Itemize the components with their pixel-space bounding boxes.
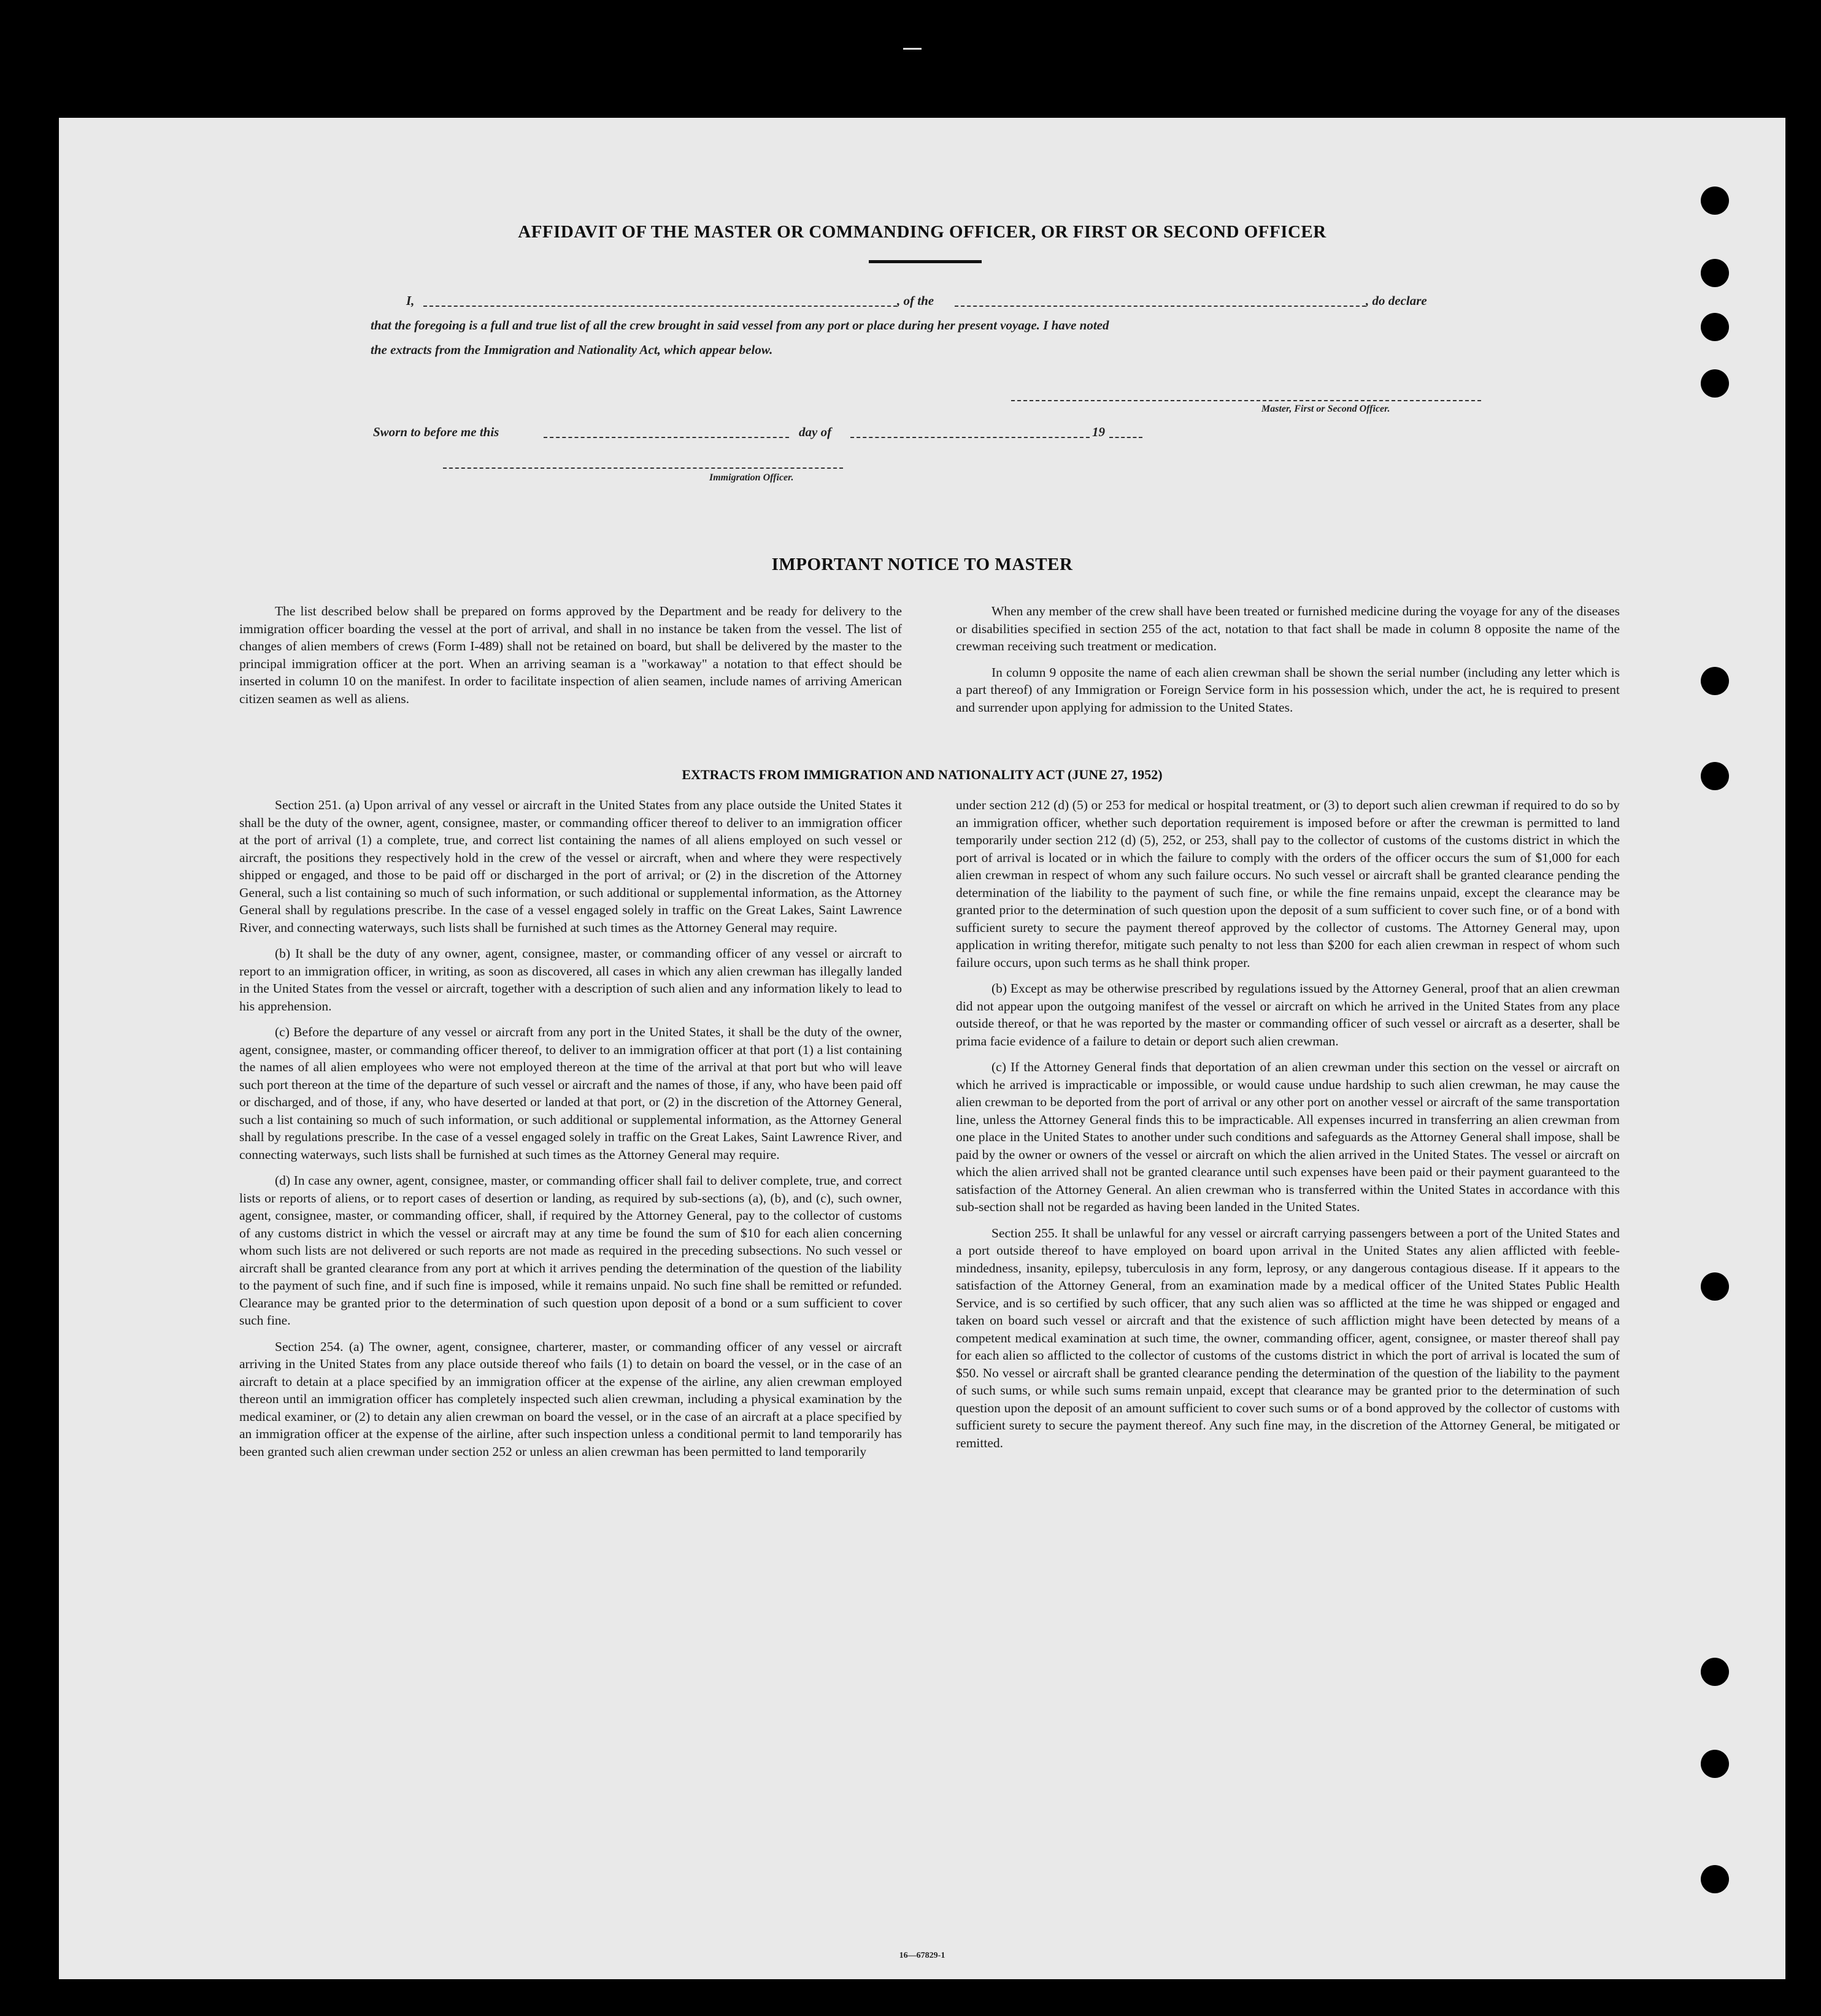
document-page: [59, 118, 1785, 1979]
binder-hole: [1701, 313, 1729, 341]
officer-signature-line: [443, 467, 843, 469]
notice-left-column: [239, 602, 902, 716]
notice-title: IMPORTANT NOTICE TO MASTER: [771, 555, 1073, 574]
extracts-left-column: [239, 796, 902, 1469]
master-signature-line: [1011, 400, 1481, 401]
affidavit-of-the: , of the: [897, 293, 934, 308]
master-signature-label: Master, First or Second Officer.: [1261, 404, 1390, 414]
notice-right-column: [956, 602, 1620, 725]
extracts-title: EXTRACTS FROM IMMIGRATION AND NATIONALITY ACT (JUNE 27, 1952): [682, 767, 1163, 782]
officer-signature-label: Immigration Officer.: [709, 472, 794, 483]
month-blank: [850, 437, 1090, 438]
statute-paragraph: Section 254. (a) The owner, agent, consignee, charterer, master, or commanding officer of any vessel or aircraft arriving in the United States from any place outside thereof who fails (1) to detain on board the vessel, or in the case of an aircraft to detain at a place specified by an immigration officer at the expense of the airline, any alien crewman employed thereon until an immigration officer has completely inspected such alien crewman, including a physical examination by the medical examiner, or (2) to detain any alien crewman on board the vessel, or in the case of an aircraft at a place specified by an immigration officer at the expense of the airline, after such inspection unless a conditional permit to land temporarily has been granted such alien crewman under section 252 or unless an alien crewman has been permitted to land temporarily: [239, 1339, 902, 1459]
notice-paragraph: The list described below shall be prepared on forms approved by the Department and be ready for delivery to the immigration officer boarding the vessel at the port of arrival, and shall in no instance be taken from the vessel. The list of changes of alien members of crews (Form I-489) shall not be retained on board, but shall be delivered by the master to the principal immigration officer at the port. When an arriving seaman is a "workaway" a notation to that effect should be inserted in column 10 on the manifest. In order to facilitate inspection of alien seamen, include names of arriving American citizen seamen as well as aliens.: [239, 604, 902, 706]
binder-hole: [1701, 667, 1729, 695]
affidavit-line-2: that the foregoing is a full and true list of all the crew brought in said vessel from any port or place during her present voyage. I have noted: [371, 318, 1109, 333]
affidavit-title: AFFIDAVIT OF THE MASTER OR COMMANDING OFFICER, OR FIRST OR SECOND OFFICER: [518, 222, 1326, 242]
statute-paragraph: (c) Before the departure of any vessel or aircraft from any port in the United States, it shall be the duty of the owner, agent, consignee, master, or commanding officer thereof, to deliver to an immigration officer at that port (1) a list containing the names of all alien employees who were not employed thereon at the time of the arrival at that port but who will leave such port thereon at the time of the departure of such vessel or aircraft and the names of those, if any, who have been paid off or discharged, and of those, if any, who have deserted or landed at that port, or (2) in the discretion of the Attorney General, such a list containing so much of such information, or such additional or supplemental information, as the Attorney General shall by regulations prescribe. In the case of a vessel engaged solely in traffic on the Great Lakes, Saint Lawrence River, and connecting waterways, such lists shall be furnished at such times as the Attorney General may require.: [239, 1025, 902, 1162]
binder-hole: [1701, 187, 1729, 215]
binder-hole: [1701, 1750, 1729, 1778]
statute-paragraph: (b) It shall be the duty of any owner, agent, consignee, master, or commanding officer of any vessel or aircraft to report to an immigration officer, in writing, as soon as discovered, all cases in which any alien crewman has illegally landed in the United States from the vessel or aircraft, together with a description of such alien and any information likely to lead to his apprehension.: [239, 946, 902, 1014]
statute-paragraph: under section 212 (d) (5) or 253 for medical or hospital treatment, or (3) to deport such alien crewman if required to do so by an immigration officer, whether such deportation requirement is imposed before or after the crewman is permitted to land temporarily under section 212 (d) (5), 252, or 253, shall pay to the collector of customs of the customs district in which the port of arrival is located or in which the failure to comply with the orders of the officer occurs the sum of $1,000 for each alien crewman in respect of whom any such failure occurs. No such vessel or aircraft shall be granted clearance pending the determination of the liability to the payment of such fine, or while the fine remains unpaid, except the clearance may be granted prior to the determination of such question upon the deposit of a sum sufficient to cover such fine, or of a bond with sufficient surety to secure the payment thereof approved by the collector of customs. The Attorney General may, upon application in writing therefor, mitigate such penalty to not less than $200 for each alien crewman in respect of whom such failure occurs, upon such terms as he shall think proper.: [956, 798, 1620, 970]
day-of-text: day of: [799, 425, 832, 439]
binder-hole: [1701, 259, 1729, 287]
title-rule: [869, 260, 982, 263]
year-text: 19: [1092, 425, 1105, 439]
affidavit-line-3: the extracts from the Immigration and Nationality Act, which appear below.: [371, 342, 773, 357]
year-blank: [1109, 437, 1142, 438]
extracts-right-column: [956, 796, 1620, 1460]
sworn-day-blank: [544, 437, 789, 438]
statute-paragraph: (d) In case any owner, agent, consignee, master, or commanding officer shall fail to deliver complete, true, and correct lists or reports of aliens, or to report cases of desertion or landing, as required by sub-sections (a), (b), and (c), such owner, agent, consignee, master, or commanding officer, shall, if required by the Attorney General, pay to the collector of customs of any customs district in which the vessel or aircraft may at any time be found the sum of $10 for each alien concerning whom such lists are not delivered or such reports are not made as required in the preceding subsections. No such vessel or aircraft shall be granted clearance from any port at which it arrives pending the determination of the question of the liability to the payment of such fine, and if such fine is imposed, while it remains unpaid. No such fine shall be remitted or refunded. Clearance may be granted prior to the determination of such question upon deposit of a bond or a sum sufficient to cover such fine.: [239, 1173, 902, 1328]
binder-hole: [1701, 1658, 1729, 1686]
sworn-text: Sworn to before me this: [373, 425, 499, 439]
film-edge-mark: [903, 48, 922, 50]
statute-paragraph: (c) If the Attorney General finds that deportation of an alien crewman under this section on the vessel or aircraft on which he arrived is impracticable or impossible, or would cause undue hardship to such alien crewman, he may cause the alien crewman to be deported from the port of arrival or any other port on another vessel or aircraft of the same transportation line, unless the Attorney General finds this to be impracticable. All expenses incurred in transferring an alien crewman from one place in the United States to another under such conditions and safeguards as the Attorney General shall impose, shall be paid by the owner or owners of the vessel or aircraft on which the alien arrived in the United States. The vessel or aircraft on which the alien arrived shall not be granted clearance until such expenses have been paid or their payment guaranteed to the satisfaction of the Attorney General. An alien crewman who is transferred within the United States in accordance with this sub-section shall not be regarded as having been landed in the United States.: [956, 1060, 1620, 1214]
statute-paragraph: Section 255. It shall be unlawful for any vessel or aircraft carrying passengers between a port of the United States and a port outside thereof to have employed on board upon arrival in the United States any alien afflicted with feeble-mindedness, insanity, epilepsy, tuberculosis in any form, leprosy, or any dangerous contagious disease. If it appears to the satisfaction of the Attorney General, from an examination made by a medical officer of the United States Public Health Service, and is so certified by such officer, that any such alien was so afflicted at the time he was shipped or engaged and taken on board such vessel or aircraft and that the existence of such affliction might have been detected by means of a competent medical examination at such time, the owner, commanding officer, agent, consignee, or master thereof shall pay for each alien so afflicted to the collector of customs of the customs district in which the port of arrival is located the sum of $50. No vessel or aircraft shall be granted clearance pending the determination of the question of the liability to the payment of such sums, or while such sums remain unpaid, except that clearance may be granted prior to the determination of such question upon the deposit of an amount sufficient to cover such sums or of a bond approved by the collector of customs with sufficient surety to secure the payment thereof. Any such fine may, in the discretion of the Attorney General, be mitigated or remitted.: [956, 1225, 1620, 1450]
affidavit-declare: , do declare: [1366, 293, 1427, 308]
binder-hole: [1701, 369, 1729, 398]
binder-hole: [1701, 1272, 1729, 1301]
name-blank: [423, 306, 897, 307]
affidavit-i: I,: [406, 293, 415, 308]
binder-hole: [1701, 1865, 1729, 1893]
notice-paragraph: When any member of the crew shall have been treated or furnished medicine during the voyage for any of the diseases or disabilities specified in section 255 of the act, notation to that fact shall be made in column 8 opposite the name of the crewman receiving such treatment or medication.: [956, 604, 1620, 653]
statute-paragraph: (b) Except as may be otherwise prescribed by regulations issued by the Attorney General, proof that an alien crewman did not appear upon the outgoing manifest of the vessel or aircraft on which he arrived in the United States from any place outside thereof, or that he was reported by the master or commanding officer of such vessel or aircraft as a deserter, shall be prima facie evidence of a failure to detain or deport such alien crewman.: [956, 981, 1620, 1048]
statute-paragraph: Section 251. (a) Upon arrival of any vessel or aircraft in the United States from any place outside the United States it shall be the duty of the owner, agent, consignee, master, or commanding officer thereof to deliver to an immigration officer at the port of arrival (1) a complete, true, and correct list containing the names of all aliens employed on such vessel or aircraft, the positions they respectively hold in the crew of the vessel or aircraft, when and where they were respectively shipped or engaged, and those to be paid off or discharged in the port of arrival; or (2) in the discretion of the Attorney General, such a list containing so much of such information, or such additional or supplemental information, as the Attorney General shall by regulations prescribe. In the case of a vessel engaged solely in traffic on the Great Lakes, Saint Lawrence River, and connecting waterways, such lists shall be furnished at such times as the Attorney General may require.: [239, 798, 902, 935]
notice-paragraph: In column 9 opposite the name of each alien crewman shall be shown the serial number (including any letter which is a part thereof) of any Immigration or Foreign Service form in his possession which, under the act, he is required to present and surrender upon applying for admission to the United States.: [956, 664, 1620, 715]
vessel-blank: [955, 306, 1366, 307]
form-number: 16—67829-1: [899, 1951, 945, 1960]
